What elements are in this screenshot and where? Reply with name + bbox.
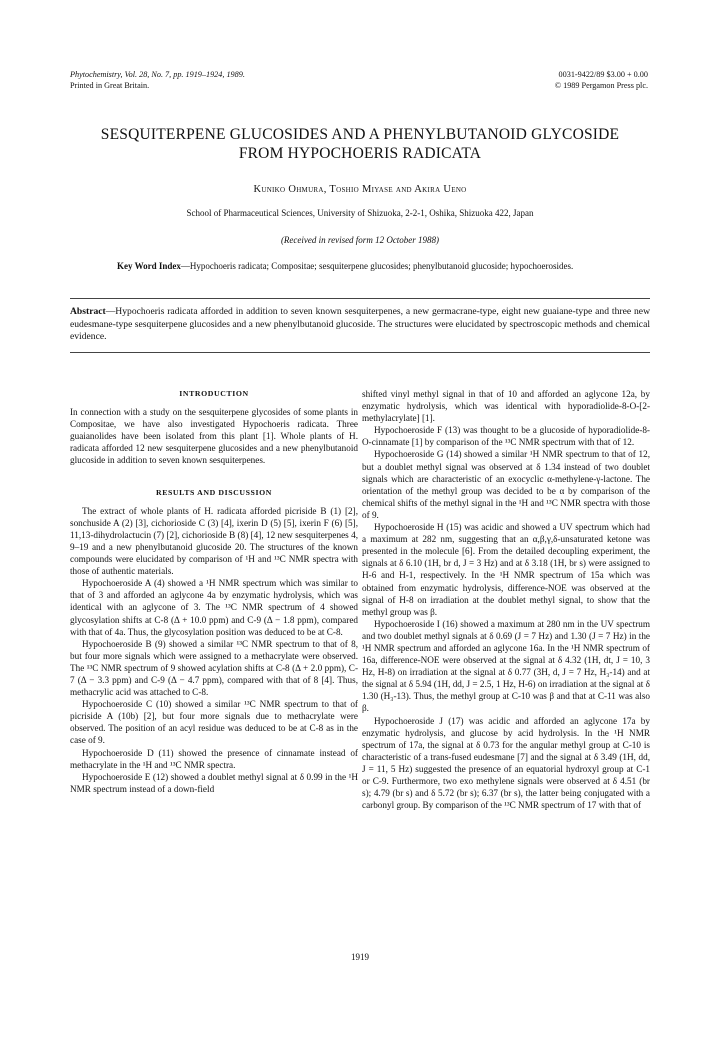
paper-title xyxy=(60,125,660,163)
journal-line-2: Printed in Great Britain. xyxy=(70,80,150,90)
received-date: (Received in revised form 12 October 1988) xyxy=(280,235,440,245)
price-code: 0031-9422/89 $3.00 + 0.00 xyxy=(558,70,648,79)
copyright-line: © 1989 Pergamon Press plc. xyxy=(554,80,648,90)
body-paragraph: Hypochoeroside J (17) was acidic and afforded an aglycone 17a by enzymatic hydrolysis, and glucose by acid hydrolysis. In the ¹H NMR spectrum of 17a, the signal at δ 0.73 for the angular methyl group at C-10 is characteristic of a trans-fused eudesmane [7] and the signal at δ 3.49 (1H, dd, J = 11, 5 Hz) suggested the presence of an equatorial hydroxyl group at C-1 or C-9. Furthermore, two exo methylene signals were observed at δ 4.51 (br s); 4.79 (br s) and δ 5.72 (br s); 6.37 (br s), the latter being conjugated with a carbonyl group. By comparison of the ¹³C NMR spectrum of 17 with that of xyxy=(362,715,650,811)
publisher-code xyxy=(555,70,648,91)
introduction-heading: INTRODUCTION xyxy=(179,389,249,398)
abstract-label: Abstract xyxy=(70,306,106,317)
body-paragraph: Hypochoeroside F (13) was thought to be a glucoside of hyporadiolide-8-O-cinnamate [1] by comparison of the ¹³C NMR spectrum with that of 12. xyxy=(362,425,650,448)
body-paragraph: Hypochoeroside E (12) showed a doublet methyl signal at δ 0.99 in the ¹H NMR spectrum instead of a down-field xyxy=(70,771,358,794)
abstract-bottom-rule xyxy=(70,352,650,353)
author-list: Kuniko Ohmura, Toshio Miyase and Akira Ueno xyxy=(253,184,467,195)
left-column xyxy=(70,388,358,795)
affiliation: School of Pharmaceutical Sciences, University of Shizuoka, 2-2-1, Oshika, Shizuoka 422, Japan xyxy=(186,208,534,218)
abstract-top-rule xyxy=(70,298,650,299)
body-paragraph: shifted vinyl methyl signal in that of 10 and afforded an aglycone 12a, by enzymatic hydrolysis, which was identical with hyporadiolide-8-O-[2-methylacrylate] [1]. xyxy=(362,389,650,424)
right-column xyxy=(362,388,650,811)
page-number: 1919 xyxy=(351,952,369,962)
title-line-1: SESQUITERPENE GLUCOSIDES AND A PHENYLBUTANOID GLYCOSIDE xyxy=(100,126,620,143)
body-paragraph: Hypochoeroside A (4) showed a ¹H NMR spectrum which was similar to that of 3 and afforded an aglycone 4a by enzymatic hydrolysis, which was identical with an aglycone of 3. The ¹³C NMR spectrum of 4 showed glycosylation shifts at C-8 (Δ + 10.0 ppm) and C-9 (Δ − 1.8 ppm), compared with that of 4a. Thus, the glycosylation position was deduced to be at C-8. xyxy=(70,578,358,637)
title-line-2: FROM HYPOCHOERIS RADICATA xyxy=(238,145,482,162)
introduction-paragraph: In connection with a study on the sesquiterpene glycosides of some plants in Compositae, we have also investigated Hypochoeris radicata. Three guaianolides have been isolated from this plant [1]. Whole plants of H. radicata afforded 12 new sesquiterpene glucosides and a new phenylbutanoid glucoside in addition to seven known sesquiterpenes. xyxy=(70,407,358,466)
keywords-label: Key Word Index xyxy=(117,261,181,271)
body-paragraph: Hypochoeroside B (9) showed a similar ¹³C NMR spectrum to that of 8, but four more signals which were assigned to a methacrylate were observed. The ¹³C NMR spectrum of 9 showed acylation shifts at C-8 (Δ + 2.0 ppm), C-7 (Δ − 3.3 ppm) and C-9 (Δ − 4.7 ppm), compared with that of 8 [4]. Thus, methacrylic acid was attached to C-8. xyxy=(70,638,358,698)
journal-citation xyxy=(70,70,245,91)
key-word-index xyxy=(117,260,617,272)
body-paragraph: Hypochoeroside D (11) showed the presence of cinnamate instead of methacrylate in the ¹H and ¹³C NMR spectra. xyxy=(70,747,358,770)
body-paragraph: The extract of whole plants of H. radicata afforded picriside B (1) [2], sonchuside A (2) [3], cichorioside C (3) [4], ixerin D (5) [5], ixerin F (6) [5], 11,13-dihydrolactucin (7) [2], cichorioside B (8) [4], 12 new sesquiterpenes 4, 9–19 and a new phenylbutanoid glucoside 20. The structures of the known compounds were elucidated by comparison of ¹H and ¹³C NMR spectra with those of authentic materials. xyxy=(70,505,358,577)
body-paragraph: Hypochoeroside G (14) showed a similar ¹H NMR spectrum to that of 12, but a doublet methyl signal was observed at δ 1.34 instead of two doublet signals which are characteristic of an exocyclic α-methylene-γ-lactone. The orientation of the methyl group was decided to be α by comparison of the chemical shifts of the methyl signal in the ¹H and ¹³C NMR spectra with those of 9. xyxy=(362,449,650,520)
results-heading: RESULTS AND DISCUSSION xyxy=(155,487,273,497)
journal-line-1: Phytochemistry, Vol. 28, No. 7, pp. 1919–1924, 1989. xyxy=(70,70,245,79)
abstract-text: —Hypochoeris radicata afforded in addition to seven known sesquiterpenes, a new germacrane-type, eight new guaiane-type and three new eudesmane-type sesquiterpene glucosides and a new phenylbutanoid glucoside. The structures were elucidated by spectroscopic methods and chemical evidence. xyxy=(70,306,650,343)
body-paragraph: Hypochoeroside H (15) was acidic and showed a UV spectrum which had a maximum at 282 nm, suggesting that an α,β,γ,δ-unsaturated ketone was presented in the molecule [6]. From the detailed decoupling experiment, the signals at δ 6.10 (1H, br d, J = 3 Hz) and at δ 3.18 (1H, br s) were assigned to H-6 and H-1, respectively. In the ¹H NMR spectrum of 15a which was obtained from enzymatic hydrolysis, difference-NOE was observed at the signal of H-8 on irradiation at the doublet methyl signal, to show that the methyl group was β. xyxy=(362,522,650,617)
body-paragraph: Hypochoeroside I (16) showed a maximum at 280 nm in the UV spectrum and two doublet methyl signals at δ 0.69 (J = 7 Hz) and 1.30 (J = 7 Hz) in the ¹H NMR spectrum and afforded an aglycone 16a. In the ¹H NMR spectrum of 16a, difference-NOE were observed at the signal at δ 4.32 (1H, dt, J = 10, 3 Hz, H-8) on irradiation at the signal at δ 0.77 (3H, d, J = 7 Hz, H₃-14) and at the signal at δ 5.94 (1H, dd, J = 2.5, 1 Hz, H-6) on irradiation at the signal at δ 1.30 (H₃-13). Thus, the methyl group at C-10 was β and that at C-11 was also β. xyxy=(362,618,650,714)
keywords-text: —Hypochoeris radicata; Compositae; sesquiterpene glucosides; phenylbutanoid glucoside; hypochoerosides. xyxy=(180,261,574,271)
abstract xyxy=(70,306,650,344)
body-paragraph: Hypochoeroside C (10) showed a similar ¹³C NMR spectrum to that of picriside A (10b) [2], but four more signals due to methacrylate were observed. The position of an acyl residue was deduced to be at C-8 as in the case of 9. xyxy=(70,699,358,746)
